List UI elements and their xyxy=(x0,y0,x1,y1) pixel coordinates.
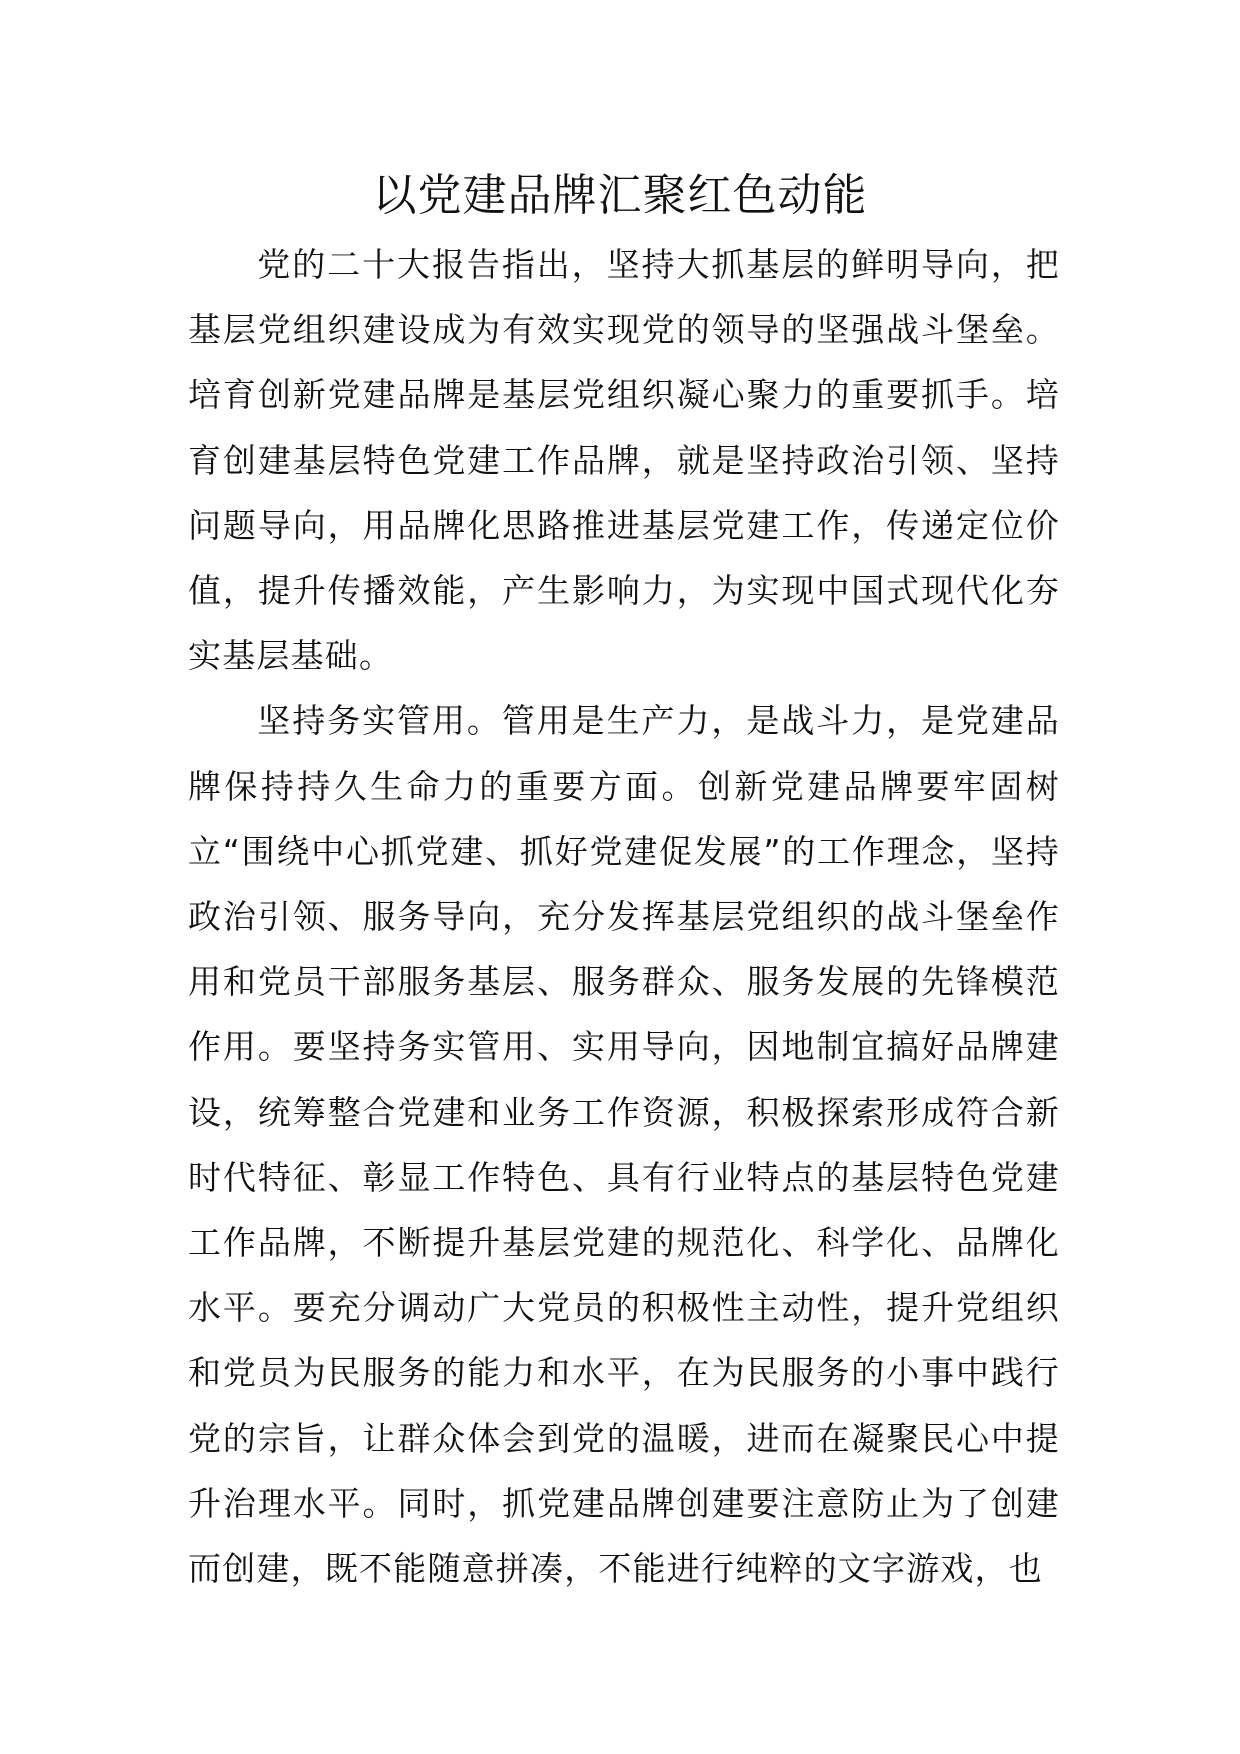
paragraph-practical: 坚持务实管用。管用是生产力，是战斗力，是党建品牌保持持久生命力的重要方面。创新党建品牌要牢固树立“围绕中心抓党建、抓好党建促发展”的工作理念，坚持政治引领、服务导向，充分发挥基层党组织的战斗堡垒作用和党员干部服务基层、服务群众、服务发展的先锋模范作用。要坚持务实管用、实用导向，因地制宜搞好品牌建设，统筹整合党建和业务工作资源，积极探索形成符合新时代特征、彰显工作特色、具有行业特点的基层特色党建工作品牌，不断提升基层党建的规范化、科学化、品牌化水平。要充分调动广大党员的积极性主动性，提升党组织和党员为民服务的能力和水平，在为民服务的小事中践行党的宗旨，让群众体会到党的温暖，进而在凝聚民心中提升治理水平。同时，抓党建品牌创建要注意防止为了创建而创建，既不能随意拼凑，不能进行纯粹的文字游戏，也 xyxy=(188,701,1060,1589)
document-title: 以党建品牌汇聚红色动能 xyxy=(372,170,868,221)
paragraph-intro: 党的二十大报告指出，坚持大抓基层的鲜明导向，把基层党组织建设成为有效实现党的领导的坚强战斗堡垒。培育创新党建品牌是基层党组织凝心聚力的重要抓手。培育创建基层特色党建工作品牌，就是坚持政治引领、坚持问题导向，用品牌化思路推进基层党建工作，传递定位价值，提升传播效能，产生影响力，为实现中国式现代化夯实基层基础。 xyxy=(188,245,1060,676)
document-body xyxy=(188,232,1060,1601)
